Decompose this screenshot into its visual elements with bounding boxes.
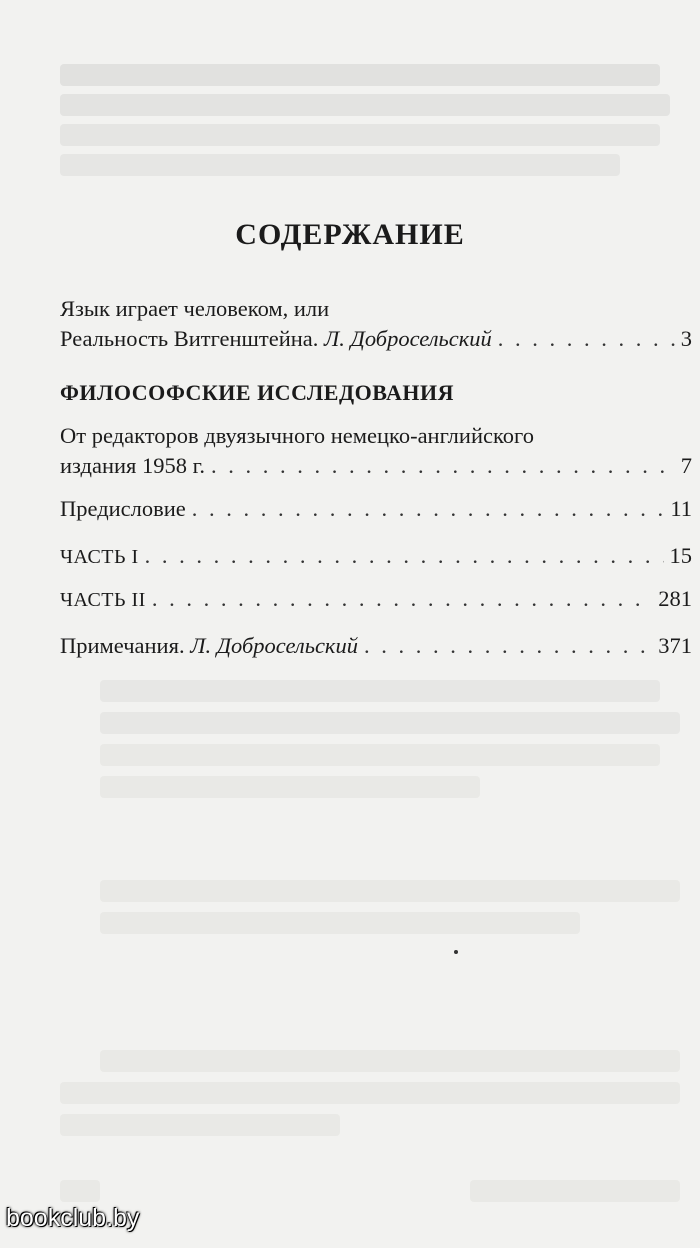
toc-entry-line	[60, 631, 692, 661]
toc-entry-line	[60, 541, 692, 572]
toc-entry-editors	[60, 421, 692, 481]
toc-page-number: 3	[680, 326, 692, 351]
dot-leader	[498, 324, 675, 354]
toc-entry-line	[60, 494, 692, 524]
toc-entry-author: Л. Добросельский	[324, 326, 492, 351]
toc-page-number: 371	[658, 633, 692, 658]
dot-leader	[364, 631, 652, 661]
toc-entry-text: ЧАСТЬ II	[60, 589, 146, 611]
toc-entry-line	[60, 584, 692, 615]
toc-page-number: 281	[658, 586, 692, 611]
toc-entry-text: Предисловие	[60, 496, 186, 521]
bleed-through-line	[100, 712, 680, 734]
watermark-logo: bookclub.by	[6, 1204, 140, 1232]
dot-leader	[152, 584, 652, 614]
bleed-through-line	[60, 124, 660, 146]
toc-entry-part-1	[60, 541, 692, 572]
toc-entry-line	[60, 451, 692, 481]
bleed-through-line	[100, 744, 660, 766]
toc-entry-intro	[60, 294, 692, 354]
bleed-through-line	[100, 776, 480, 798]
toc-page-number: 15	[669, 543, 692, 568]
bleed-through-line	[60, 64, 660, 86]
toc-entry-part-2	[60, 584, 692, 615]
bleed-through-line	[60, 1082, 680, 1104]
bleed-through-line	[100, 680, 660, 702]
toc-page-number: 7	[680, 453, 692, 478]
toc-entry-text: Язык играет человеком, или	[60, 296, 330, 321]
toc-entry-preface	[60, 494, 692, 524]
toc-entry-text: От редакторов двуязычного немецко-английского	[60, 423, 534, 448]
bleed-through-line	[100, 912, 580, 934]
toc-entry-text: Примечания.	[60, 633, 185, 658]
toc-entry-notes	[60, 631, 692, 661]
toc-page-number: 11	[670, 496, 692, 521]
toc-entry-text: Реальность Витгенштейна.	[60, 326, 319, 351]
toc-entry-author: Л. Добросельский	[190, 633, 358, 658]
bleed-through-line	[60, 1114, 340, 1136]
bleed-through-line	[470, 1180, 680, 1202]
dot-leader	[192, 494, 665, 524]
bleed-through-line	[60, 94, 670, 116]
bleed-through-line	[100, 880, 680, 902]
page-title: СОДЕРЖАНИЕ	[235, 218, 465, 251]
toc-entry-line	[60, 324, 692, 354]
dot-leader	[145, 541, 664, 571]
bleed-through-line	[100, 1050, 680, 1072]
section-heading: ФИЛОСОФСКИЕ ИССЛЕДОВАНИЯ	[60, 380, 455, 405]
ink-speck	[454, 950, 458, 954]
bleed-through-line	[60, 154, 620, 176]
bleed-through-line	[60, 1180, 100, 1202]
toc-entry-text: ЧАСТЬ I	[60, 546, 139, 568]
toc-entry-text: издания 1958 г.	[60, 453, 205, 478]
dot-leader	[211, 451, 675, 481]
